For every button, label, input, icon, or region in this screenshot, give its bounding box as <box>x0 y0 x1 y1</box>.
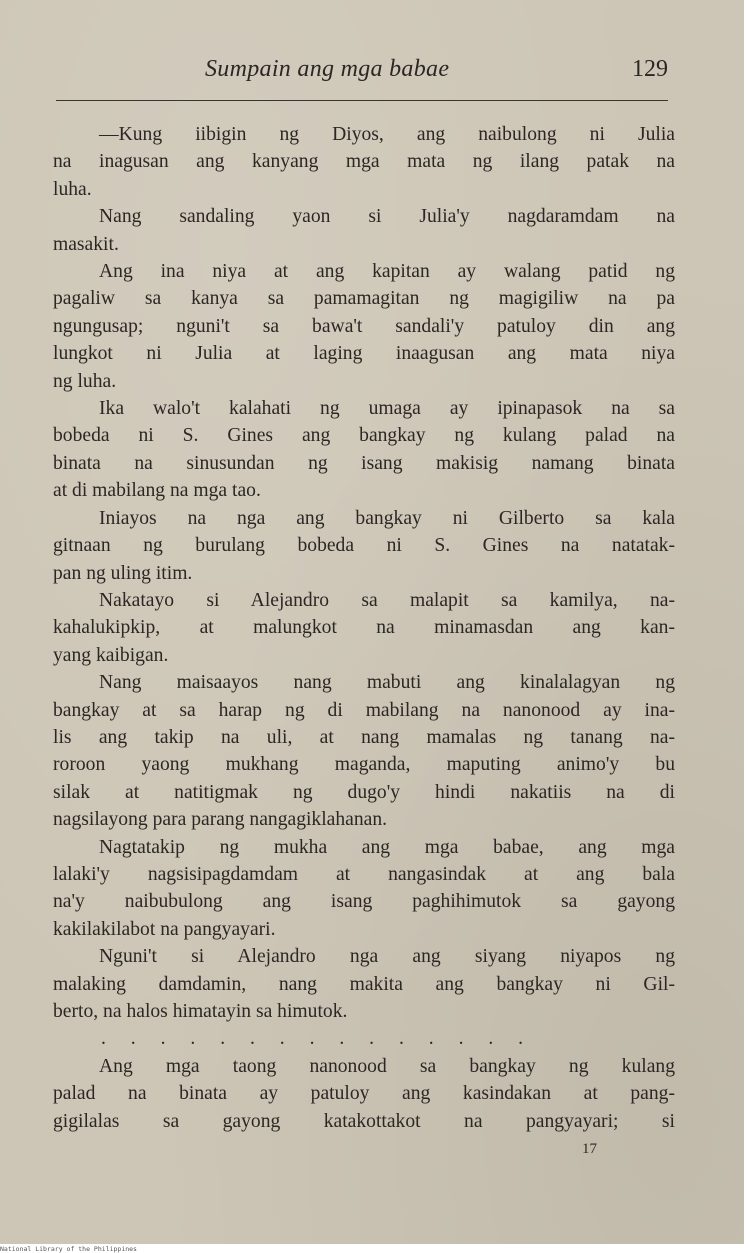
paragraph <box>53 669 675 833</box>
text-line: silak at natitigmak ng dugo'y hindi nakatiis na di <box>53 781 675 803</box>
text-line: lis ang takip na uli, at nang mamalas ng tanang na- <box>53 726 675 748</box>
paragraph <box>53 1053 675 1135</box>
text-line: luha. <box>53 178 92 200</box>
text-line: Nguni't si Alejandro nga ang siyang niyapos ng <box>99 946 675 968</box>
signature-mark: 17 <box>582 1141 597 1157</box>
text-line: palad na binata ay patuloy ang kasindakan at pang- <box>53 1083 675 1105</box>
text-line: yang kaibigan. <box>53 644 169 666</box>
paragraph <box>53 121 675 203</box>
text-line: binata na sinusundan ng isang makisig namang binata <box>53 452 675 474</box>
text-line: malaking damdamin, nang makita ang bangkay ni Gil- <box>53 973 675 995</box>
text-line: Nakatayo si Alejandro sa malapit sa kamilya, na- <box>99 589 675 611</box>
text-line: pagaliw sa kanya sa pamamagitan ng magigiliw na pa <box>53 288 675 310</box>
text-line: pan ng uling itim. <box>53 562 193 584</box>
paragraph <box>53 505 675 587</box>
text-line: na'y naibubulong ang isang paghihimutok sa gayong <box>53 891 675 913</box>
text-line: Ika walo't kalahati ng umaga ay ipinapasok na sa <box>99 398 675 420</box>
paragraph <box>53 834 675 944</box>
text-line: kakilakilabot na pangyayari. <box>53 918 276 940</box>
paragraph <box>53 395 675 505</box>
text-line: Nang maisaayos nang mabuti ang kinalalagyan ng <box>99 672 675 694</box>
text-line: gitnaan ng burulang bobeda ni S. Gines na natatak- <box>53 535 675 557</box>
text-line: Ang mga taong nanonood sa bangkay ng kulang <box>99 1055 675 1077</box>
text-line: nagsilayong para parang nangagiklahanan. <box>53 809 388 831</box>
text-line: gigilalas sa gayong katakottakot na pangyayari; si <box>53 1110 675 1132</box>
paragraph <box>53 258 675 395</box>
paragraph <box>53 203 675 258</box>
text-line: masakit. <box>53 233 119 255</box>
text-line: Nagtatakip ng mukha ang mga babae, ang mga <box>99 836 675 858</box>
header-rule <box>56 100 668 101</box>
text-line: ng luha. <box>53 370 117 392</box>
text-line: bobeda ni S. Gines ang bangkay ng kulang palad na <box>53 425 675 447</box>
text-line: Iniayos na nga ang bangkay ni Gilberto sa kala <box>99 507 675 529</box>
ellipsis-dots: . . . . . . . . . . . . . . . <box>101 1028 534 1050</box>
body-text <box>53 121 675 1135</box>
text-line: lungkot ni Julia at laging inaagusan ang mata niya <box>53 343 675 365</box>
running-title: Sumpain ang mga babae <box>205 56 450 82</box>
text-line: roroon yaong mukhang maganda, maputing animo'y bu <box>53 754 675 776</box>
paragraph <box>53 587 675 669</box>
text-line: Nang sandaling yaon si Julia'y nagdaramdam na <box>99 206 675 228</box>
page-number: 129 <box>632 56 668 82</box>
text-line: at di mabilang na mga tao. <box>53 480 261 502</box>
text-line: bangkay at sa harap ng di mabilang na nanonood ay ina- <box>53 699 675 721</box>
text-line: Ang ina niya at ang kapitan ay walang patid ng <box>99 261 675 283</box>
text-line: lalaki'y nagsisipagdamdam at nangasindak at ang bala <box>53 863 675 885</box>
text-line: berto, na halos himatayin sa himutok. <box>53 1001 348 1022</box>
paragraph <box>53 943 675 1025</box>
library-footer: National Library of the Philippines <box>0 1245 137 1253</box>
text-line: ngungusap; nguni't sa bawa't sandali'y patuloy din ang <box>53 315 675 337</box>
text-line: kahalukipkip, at malungkot na minamasdan ang kan- <box>53 617 675 639</box>
section-break <box>53 1025 675 1052</box>
text-line: —Kung iibigin ng Diyos, ang naibulong ni Julia <box>99 124 675 145</box>
text-line: na inagusan ang kanyang mga mata ng ilang patak na <box>53 151 675 173</box>
